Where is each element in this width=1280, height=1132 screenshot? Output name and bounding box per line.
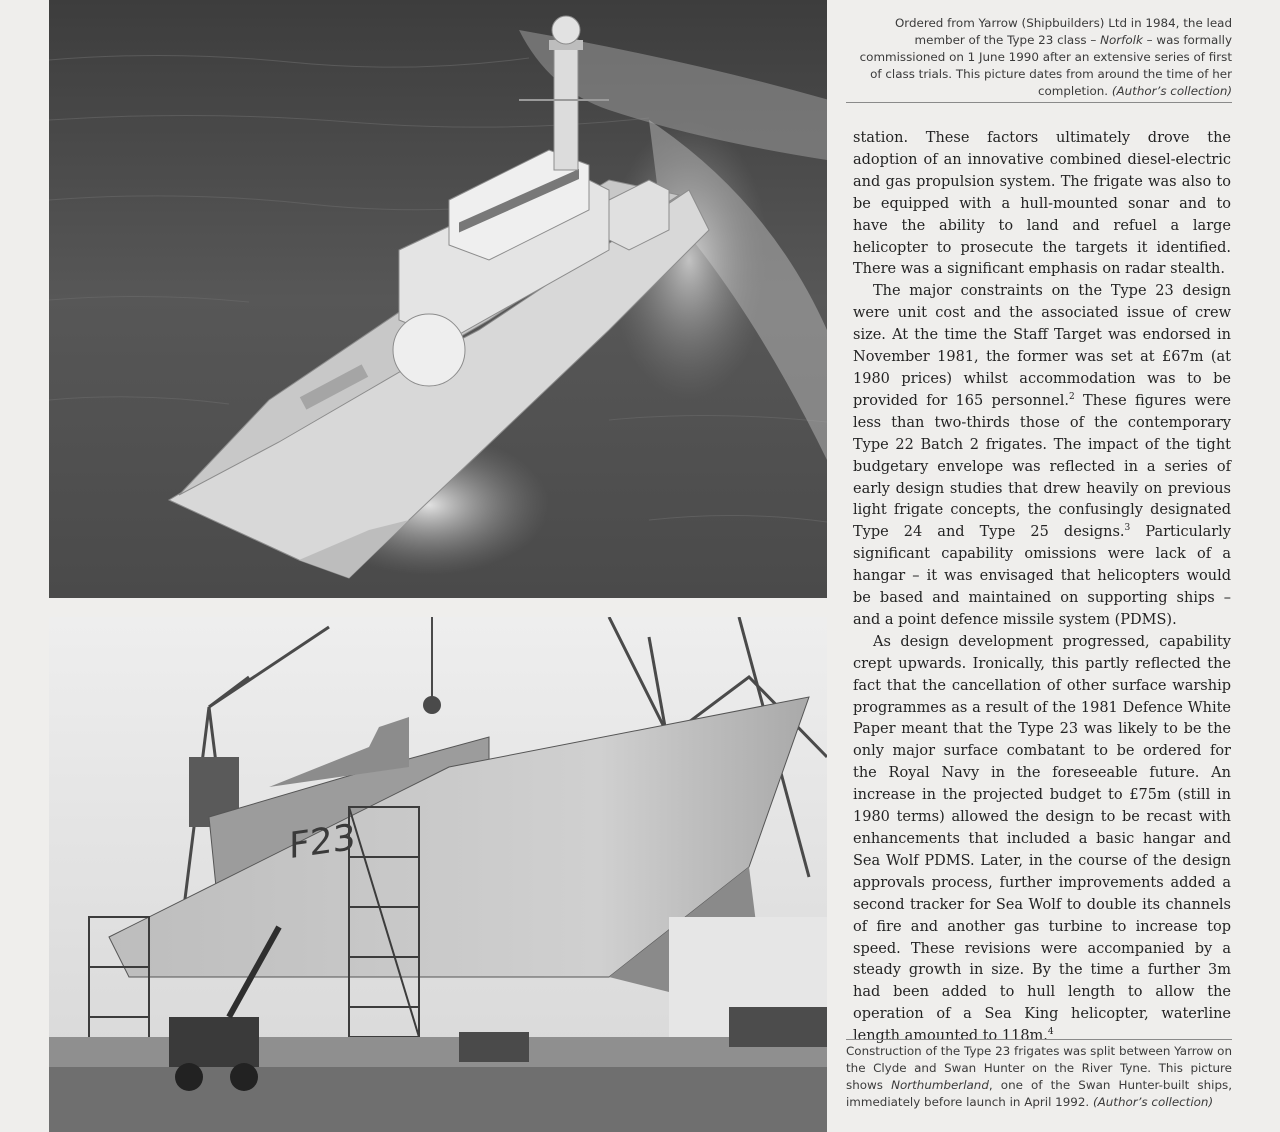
caption-bottom-credit: (Author’s collection): [1092, 1095, 1214, 1109]
caption-top-credit: (Author’s collection): [1111, 84, 1232, 98]
caption-bottom-text-cont: , one of the Swan Hunter-built ships, immediately before launch in April 1992.: [846, 1078, 1232, 1109]
paragraph-2-part-a: The major constraints on the Type 23 design were unit cost and the associated issue of crew size. At the time the Staff Target was endorsed in November 1981, the former was set at £67m (at 1980 prices) whilst accommodation was to be provided for 165 personnel.: [853, 283, 1231, 409]
footnote-ref-4: 4: [1047, 1027, 1054, 1038]
caption-norfolk: [846, 15, 1232, 103]
footnote-ref-2: 2: [1069, 392, 1075, 403]
hull-marking: F23: [289, 815, 356, 868]
caption-bottom-text: Construction of the Type 23 frigates was split between Yarrow on the Clyde and Swan Hunter on the River Tyne. This picture shows: [846, 1044, 1232, 1092]
paragraph-3-text: As design development progressed, capability crept upwards. Ironically, this partly reflected the fact that the cancellation of other surface warship programmes as a result of the 1981 Defence White Paper meant that the Type 23 was likely to be the only major surface combatant to be ordered for the Royal Navy in the foreseeable future. An increase in the projected budget to £75m (still in 1980 terms) allowed the design to be recast with enhancements that included a basic hangar and Sea Wolf PDMS. Later, in the course of the design approvals process, further improvements added a second tracker for Sea Wolf to double its channels of fire and another gas turbine to increase top speed. These revisions were accompanied by a steady growth in size. By the time a further 3m had been added to hull length to allow the operation of a Sea King helicopter, waterline length amounted to 118m.: [853, 633, 1231, 1045]
footnote-ref-3: 3: [1124, 523, 1131, 534]
paragraph-3: [853, 632, 1231, 1048]
caption-bottom-ship-name: Northumberland: [891, 1078, 989, 1092]
northumberland-illustration: [49, 617, 827, 1132]
caption-northumberland: [846, 1039, 1232, 1111]
paragraph-2-part-b: These figures were less than two-thirds those of the contemporary Type 22 Batch 2 frigates. The impact of the tight budgetary envelope was reflected in a series of early design studies that drew heavily on previous light frigate concepts, the confusingly designated Type 24 and Type 25 designs.: [853, 392, 1231, 541]
caption-top-text: Ordered from Yarrow (Shipbuilders) Ltd in 1984, the lead member of the Type 23 class –: [894, 16, 1232, 47]
paragraph-2-part-c: Particularly significant capability omissions were lack of a hangar – it was envisaged that helicopters would be based and maintained on supporting ships – and a point defence missile system (PDMS).: [853, 524, 1231, 628]
frigate-at-sea-illustration: [49, 0, 827, 598]
caption-top-text-cont: – was formally commissioned on 1 June 1990 after an extensive series of first of class trials. This picture dates from around the time of her completion.: [859, 33, 1232, 98]
photo-northumberland-before-launch: [49, 617, 827, 1132]
body-text-column: [853, 128, 1231, 1048]
paragraph-1: station. These factors ultimately drove the adoption of an innovative combined diesel-electric and gas propulsion system. The frigate was also to be equipped with a hull-mounted sonar and to have the ability to land and refuel a large helicopter to prosecute the targets it identified. There was a significant emphasis on radar stealth.: [853, 130, 1231, 278]
photo-frigate-at-sea: [49, 0, 827, 598]
caption-top-ship-name: Norfolk: [1100, 33, 1143, 47]
paragraph-2: [853, 281, 1231, 632]
